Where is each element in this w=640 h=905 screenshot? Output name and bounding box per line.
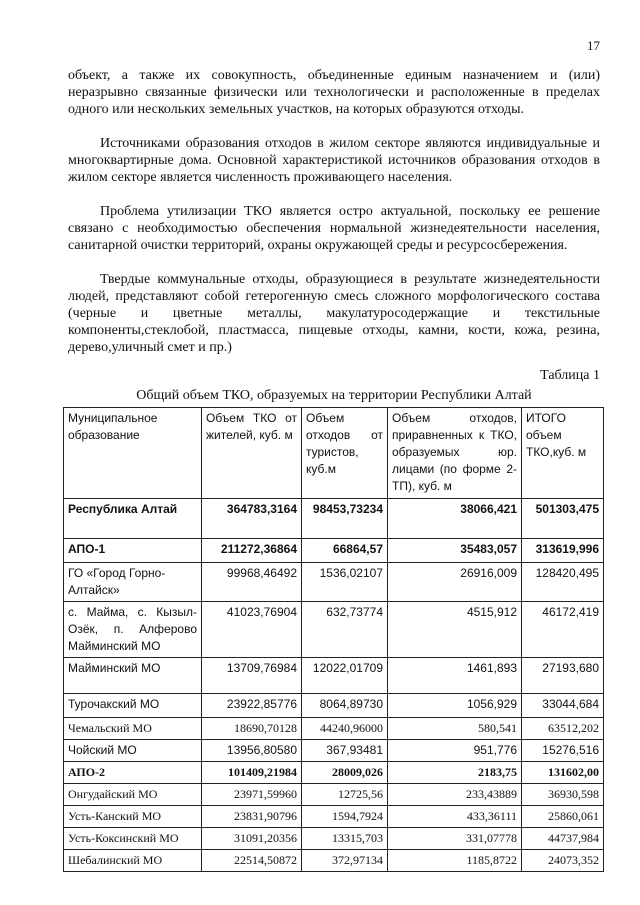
paragraph-2: Источниками образования отходов в жилом секторе являются индивидуальные и многоквартирные дома. Основной характеристикой источников образования отходов в жилом секторе является численность проживающего населения. — [68, 136, 600, 185]
waste-volume-table — [63, 407, 604, 872]
table-cell: 1461,893 — [388, 658, 522, 694]
table-header-row — [64, 408, 604, 499]
table-cell: 313619,996 — [522, 539, 604, 563]
table-row — [64, 850, 604, 872]
table-cell: 1536,02107 — [302, 563, 388, 602]
table-row — [64, 539, 604, 563]
table-cell: 13315,703 — [302, 828, 388, 850]
table-cell: 13956,80580 — [202, 740, 302, 762]
table-cell: 12725,56 — [302, 784, 388, 806]
table-cell: 501303,475 — [522, 499, 604, 539]
table-cell: 63512,202 — [522, 718, 604, 740]
table-cell: 23922,85776 — [202, 694, 302, 718]
table-cell: 27193,680 — [522, 658, 604, 694]
table-row — [64, 740, 604, 762]
table-cell: 372,97134 — [302, 850, 388, 872]
table-cell: Чемальский МО — [64, 718, 202, 740]
table-cell: 1185,8722 — [388, 850, 522, 872]
table-cell: 44240,96000 — [302, 718, 388, 740]
table-cell: 26916,009 — [388, 563, 522, 602]
column-header: Объем отходов, приравненных к ТКО, образуемых юр. лицами (по форме 2-ТП), куб. м — [388, 408, 522, 499]
table-cell: 18690,70128 — [202, 718, 302, 740]
table-cell: 8064,89730 — [302, 694, 388, 718]
table-cell: 25860,061 — [522, 806, 604, 828]
table-cell: 2183,75 — [388, 762, 522, 784]
table-cell: ГО «Город Горно-Алтайск» — [64, 563, 202, 602]
table-cell: 15276,516 — [522, 740, 604, 762]
paragraph-4: Твердые коммунальные отходы, образующиеся в результате жизнедеятельности людей, представляют собой гетерогенную смесь сложного морфологического состава (черные и цветные металлы, макулатуросодержащие и текстильные компоненты,стеклобой, пластмасса, пищевые отходы, камни, кости, кожа, резина, дерево,уличный смет и пр.) — [68, 272, 600, 355]
table-cell: 12022,01709 — [302, 658, 388, 694]
table-cell: 36930,598 — [522, 784, 604, 806]
table-row — [64, 718, 604, 740]
table-cell: 364783,3164 — [202, 499, 302, 539]
table-cell: 951,776 — [388, 740, 522, 762]
paragraph-1: объект, а также их совокупность, объединенные единым назначением и (или) неразрывно связанные физически или технологически и расположенные в пределах одного или нескольких земельных участков, на которых образуются отходы. — [68, 68, 600, 117]
table-row — [64, 762, 604, 784]
table-cell: 28009,026 — [302, 762, 388, 784]
column-header: Объем ТКО от жителей, куб. м — [202, 408, 302, 499]
table-cell: с. Майма, с. Кызыл-Озёк, п. Алферово Майминский МО — [64, 602, 202, 658]
table-cell: 38066,421 — [388, 499, 522, 539]
table-row — [64, 694, 604, 718]
table-cell: Турочакский МО — [64, 694, 202, 718]
table-cell: 99968,46492 — [202, 563, 302, 602]
table-row — [64, 658, 604, 694]
table-cell: 233,43889 — [388, 784, 522, 806]
table-cell: 1056,929 — [388, 694, 522, 718]
paragraph-3: Проблема утилизации ТКО является остро актуальной, поскольку ее решение связано с необходимостью обеспечения нормальной жизнедеятельности населения, санитарной очистки территорий, охраны окружающей среды и ресурсосбережения. — [68, 204, 600, 253]
table-cell: 33044,684 — [522, 694, 604, 718]
table-cell: 41023,76904 — [202, 602, 302, 658]
table-label: Таблица 1 — [540, 368, 600, 383]
table-cell: Майминский МО — [64, 658, 202, 694]
table-cell: АПО-2 — [64, 762, 202, 784]
table-cell: 35483,057 — [388, 539, 522, 563]
table-cell: 101409,21984 — [202, 762, 302, 784]
table-cell: 131602,00 — [522, 762, 604, 784]
table-cell: АПО-1 — [64, 539, 202, 563]
table-cell: 66864,57 — [302, 539, 388, 563]
table-cell: Чойский МО — [64, 740, 202, 762]
table-cell: Шебалинский МО — [64, 850, 202, 872]
column-header: Муниципальное образование — [64, 408, 202, 499]
column-header: Объем отходов от туристов, куб.м — [302, 408, 388, 499]
table-cell: 23831,90796 — [202, 806, 302, 828]
table-cell: 44737,984 — [522, 828, 604, 850]
column-header: ИТОГО объем ТКО,куб. м — [522, 408, 604, 499]
table-cell: Республика Алтай — [64, 499, 202, 539]
table-cell: 22514,50872 — [202, 850, 302, 872]
table-cell: 632,73774 — [302, 602, 388, 658]
table-row — [64, 806, 604, 828]
table-cell: Усть-Коксинский МО — [64, 828, 202, 850]
table-row — [64, 784, 604, 806]
table-cell: 1594,7924 — [302, 806, 388, 828]
table-caption: Общий объем ТКО, образуемых на территории Республики Алтай — [136, 388, 532, 403]
table-row — [64, 828, 604, 850]
table-cell: 31091,20356 — [202, 828, 302, 850]
table-cell: 46172,419 — [522, 602, 604, 658]
table-cell: 128420,495 — [522, 563, 604, 602]
table-cell: 23971,59960 — [202, 784, 302, 806]
table-cell: 4515,912 — [388, 602, 522, 658]
table-cell: 580,541 — [388, 718, 522, 740]
table-cell: 211272,36864 — [202, 539, 302, 563]
page-number: 17 — [587, 38, 600, 53]
table-row — [64, 563, 604, 602]
table-cell: 367,93481 — [302, 740, 388, 762]
table-row — [64, 499, 604, 539]
table-cell: 433,36111 — [388, 806, 522, 828]
table-row — [64, 602, 604, 658]
table-cell: 98453,73234 — [302, 499, 388, 539]
table-cell: Усть-Канский МО — [64, 806, 202, 828]
table-cell: Онгудайский МО — [64, 784, 202, 806]
table-cell: 331,07778 — [388, 828, 522, 850]
table-cell: 13709,76984 — [202, 658, 302, 694]
table-cell: 24073,352 — [522, 850, 604, 872]
